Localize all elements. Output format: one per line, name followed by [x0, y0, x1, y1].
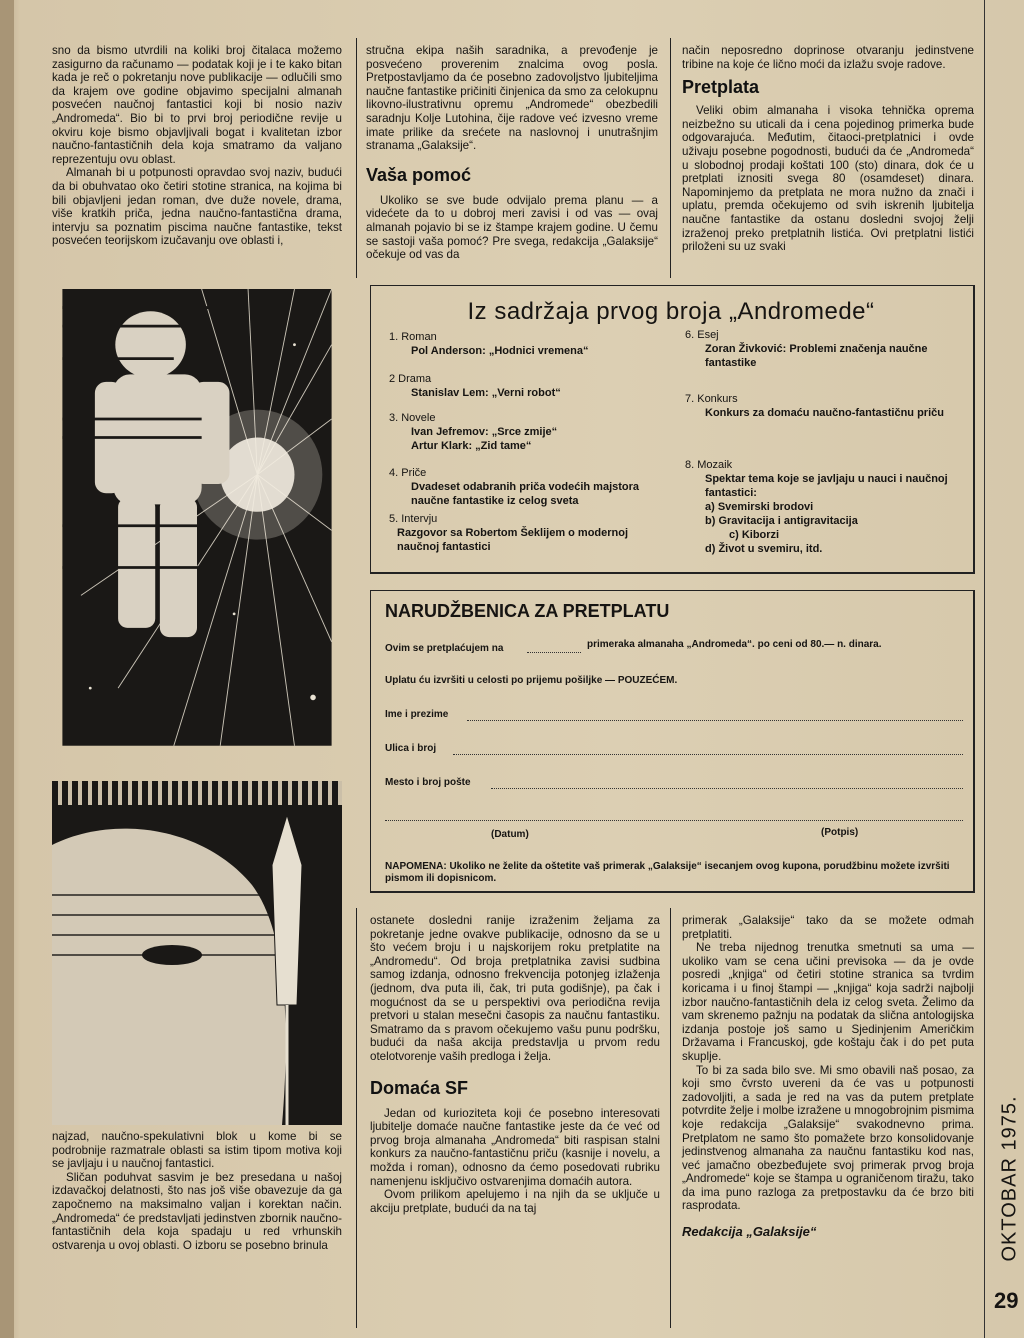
paragraph: primerak „Galaksije“ tako da se možete odmah pretplatiti.	[682, 914, 974, 941]
contents-item	[685, 392, 957, 420]
item-text: Ivan Jefremov: „Srce zmije“	[411, 426, 558, 438]
paragraph: najzad, naučno-spekulativni blok u kome bi se podrobnije razmatrale oblasti sa istim tipom motiva koji se javljaju i u naučnoj fantastici.	[52, 1130, 342, 1171]
item-text: Dvadeset odabranih priča vodećih majstora naučne fantastike iz celog sveta	[411, 481, 640, 507]
paragraph: Almanah bi u potpunosti opravdao svoj naziv, budući da bi obuhvatao oko četiri stotine stranica, na kojima bi bili objavljeni jedan roman, dve duže novele, drama, više kratkih priča, jedna naučno-fantastična drama, intervju sa poznatim piscima naučne fantastike, tekst posvećen teorijskom izučavanju ove oblasti i,	[52, 166, 342, 248]
column-divider	[670, 908, 671, 1328]
issue-date-text: OKTOBAR 1975.	[998, 1095, 1021, 1262]
item-number: 2 Drama	[389, 373, 432, 385]
column-1-bottom	[52, 1130, 342, 1252]
issue-date	[990, 1060, 1024, 1280]
contents-item	[389, 330, 659, 358]
heading-vasa-pomoc: Vaša pomoć	[366, 164, 472, 185]
paragraph: Ovom prilikom apelujemo i na njih da se uključe u akciju pretplate, budući da na taj	[370, 1188, 660, 1215]
page-binding-edge	[0, 0, 14, 1338]
paragraph: Ne treba nijednog trenutka smetnuti sa uma — ukoliko vam se cena učini previsoka — da je ovde posredi „knjiga“ od četiri stotine stranica sa tvrdim koricama i u finoj štampi — „knjiga“ koja sadrži najbolji izbor naučno-fantastičnih dela iz celog sveta. Želimo da vam skrenemo pažnju na podatak da slična antologijska izdanja postoje još samo u Sjedinjenim Američkim Državama i Francuskoj, gde koštaju čak i do pet puta skuplje.	[682, 941, 974, 1063]
contents-title: Iz sadržaja prvog broja „Andromede“	[467, 298, 875, 325]
order-form-title: NARUDŽBENICA ZA PRETPLATU	[385, 601, 670, 621]
item-number: 7. Konkurs	[685, 393, 738, 405]
contents-item	[685, 458, 957, 556]
column-3-bottom	[682, 914, 974, 1241]
price-text: primeraka almanaha „Andromeda“. po ceni od 80.— n. dinara.	[587, 639, 882, 650]
page-margin-rule	[984, 0, 985, 1338]
order-note: NAPOMENA: Ukoliko ne želite da oštetite vaš primerak „Galaksije“ isecanjem ovog kupona, porudžbinu možete izvršiti pismom ili dopisnicom.	[385, 861, 950, 884]
street-label: Ulica i broj	[385, 743, 437, 754]
heading-pretplata: Pretplata	[682, 77, 760, 98]
contents-item	[389, 512, 659, 554]
paragraph: stručna ekipa naših saradnika, a prevođenje je posvećeno proverenim znalcima ovog posla. Pretpostavljamo da će posebno zadovoljstvo ljubiteljima naučne fantastike pričiniti činjenica da smo za celokupnu likovno-ilustrativnu opremu „Andromede“ obezbedili saradnju Kolje Lutohina, čije radove već izvesno vreme imate prilike da srećete na naslovnoj i unutrašnjim stranama „Galaksije“.	[366, 44, 658, 153]
date-signature-field[interactable]	[385, 819, 963, 821]
face-rocket-illustration	[52, 805, 342, 1125]
name-label: Ime i prezime	[385, 709, 449, 720]
item-text: Stanislav Lem: „Verni robot“	[411, 387, 561, 399]
item-number: 8. Mozaik	[685, 459, 733, 471]
item-number: 5. Intervju	[389, 513, 438, 525]
column-divider	[356, 38, 357, 278]
name-field[interactable]	[467, 719, 963, 721]
item-text: Pol Anderson: „Hodnici vremena“	[411, 345, 589, 357]
quantity-label: Ovim se pretplaćujem na	[385, 643, 504, 654]
sub-item: a) Svemirski brodovi	[705, 501, 814, 513]
signature: Redakcija „Galaksije“	[682, 1224, 817, 1240]
contents-item	[389, 466, 659, 508]
paragraph: način neposredno doprinose otvaranju jedinstvene tribine na koje će lično moći da izlažu svoje radove.	[682, 44, 974, 71]
sub-item: c) Kiborzi	[729, 529, 780, 541]
item-text: Konkurs za domaću naučno-fantastičnu priču	[705, 407, 944, 419]
contents-box	[370, 285, 975, 574]
item-text: Razgovor sa Robertom Šeklijem o modernoj naučnoj fantastici	[397, 527, 629, 553]
column-1-top	[52, 44, 342, 248]
column-2-bottom	[370, 914, 660, 1215]
column-3-top	[682, 44, 974, 254]
payment-text: Uplatu ću izvršiti u celosti po prijemu pošiljke — POUZEĆEM.	[385, 675, 678, 686]
quantity-field[interactable]	[527, 651, 581, 653]
item-number: 3. Novele	[389, 412, 436, 424]
subscription-order-form	[370, 590, 975, 893]
paragraph: ostanete dosledni ranije izraženim željama za pokretanje jedne ovakve publikacije, odnosno da se u što većem broju i u najskorijem roku pretplatite na „Andromedu“. Od broja pretplatnika zavisi sudbina samog izdanja, odnosno frekvencija potonjeg izlaženja (jednom, dva puta ili, čak, tri puta godišnje), pa čak i mogućnost da se u perspektivi ova periodična revija pretvori u stalan mesečni časopis za naučnu fantastiku. Smatramo da s pravom očekujemo vašu punu podršku, budući da naša akcija predstavlja u prvom redu otelotvorenje vaših predloga i želja.	[370, 914, 660, 1063]
paragraph: sno da bismo utvrdili na koliki broj čitalaca možemo zasigurno da računamo — podatak koji je i te kako bitan kada je reč o pokretanju nove publikacije — odlučili smo da krajem ove godine objavimo specijalni almanah posvećen naučnoj fantastici koji bi nosio naziv „Andromeda“. Bio bi to prvi broj periodične revije u okviru koje bismo objavljivali bogat i kvalitetan izbor naučno-fantastičnih dela koja smatramo da valjano reprezentuju ovu oblast.	[52, 44, 342, 166]
item-text: Artur Klark: „Zid tame“	[411, 440, 532, 452]
item-number: 4. Priče	[389, 467, 427, 479]
decorative-band	[52, 781, 342, 805]
street-field[interactable]	[453, 753, 963, 755]
column-divider	[670, 38, 671, 278]
paragraph: Sličan poduhvat sasvim je bez presedana u našoj izdavačkoj delatnosti, što nas još više obavezuje da ga započnemo na maksimalno valjan i korektan način. „Andromeda“ će predstavljati jedinstven zbornik naučno-fantastičnih dela koja spadaju u red vrhunskih ostvarenja u ovoj oblasti. O izboru se posebno brinula	[52, 1170, 342, 1252]
contents-item	[389, 411, 659, 453]
city-field[interactable]	[491, 787, 963, 789]
sub-item: b) Gravitacija i antigravitacija	[705, 515, 858, 527]
date-label: (Datum)	[491, 829, 529, 840]
column-2-top	[366, 44, 658, 262]
item-number: 1. Roman	[389, 331, 437, 343]
item-text: Spektar tema koje se javljaju u nauci i naučnoj fantastici:	[705, 473, 948, 499]
paragraph: To bi za sada bilo sve. Mi smo obavili naš posao, za koji smo čvrsto uvereni da će vas u potpunosti zadovoljiti, a sada je red na vas da putem pretplate potvrdite želje i molbe izražene u mnogobrojnim pismima koje redakcija „Galaksije“ svakodnevno prima. Pretplatom ne samo što pomažete brzo konsolidovanje jedinstvenog almanaha za naučnu fantastiku kod nas, već jamačno obezbeđujete svoj primerak prvog broja „Andromede“ koje se štampa u ograničenom tiražu, tako da ima puno razloga za pretpostavku da će brzo biti rasprodata.	[682, 1063, 974, 1213]
page-number: 29	[994, 1288, 1019, 1313]
item-number: 6. Esej	[685, 329, 719, 341]
heading-domaca-sf: Domaća SF	[370, 1077, 469, 1098]
contents-item	[685, 328, 957, 370]
item-text: Zoran Živković: Problemi značenja naučne fantastike	[705, 343, 928, 369]
city-label: Mesto i broj pošte	[385, 777, 471, 788]
column-divider	[356, 908, 357, 1328]
paragraph: Veliki obim almanaha i visoka tehnička oprema neizbežno su uticali da i cena pojedinog primerka bude odgovarajuća. Međutim, čitaoci-pretplatnici i ovde uživaju posebne pogodnosti, budući da će „Andromeda“ u slobodnoj prodaji koštati 100 (sto) dinara, dok će u pretplati iznositi svega 80 (osamdeset) dinara. Napominjemo da pretplata ne mora nužno da znači i uplatu, premda očekujemo od svih iskrenih ljubitelja naučne fantastike da ostanu dosledni svojoj želji izraženoj preko pretplatnih listića. Ovi pretplatni listići priloženi su uz svaki	[682, 104, 974, 254]
paragraph: Jedan od kurioziteta koji će posebno interesovati ljubitelje domaće naučne fantastike jeste da će već od prvog broja almanaha „Andromeda“ biti raspisan stalni konkurs za naučno-fantastičnu priču (kasnije i novelu, a možda i roman), odnosno da ćemo posedovati rubriku namenjenu isključivo ostvarenjima domaćih autora.	[370, 1106, 660, 1188]
signature-label: (Potpis)	[821, 827, 859, 838]
paragraph: Ukoliko se sve bude odvijalo prema planu — a videćete da to u dobroj meri zavisi i od vas — ovaj almanah pojavio bi se iz štampe krajem godine. U čemu se sastoji vaša pomoć? Pre svega, redakcija „Galaksije“ očekuje od vas da	[366, 193, 658, 262]
contents-item	[389, 372, 659, 400]
astronaut-illustration	[52, 289, 342, 781]
sub-item: d) Život u svemiru, itd.	[705, 543, 823, 555]
